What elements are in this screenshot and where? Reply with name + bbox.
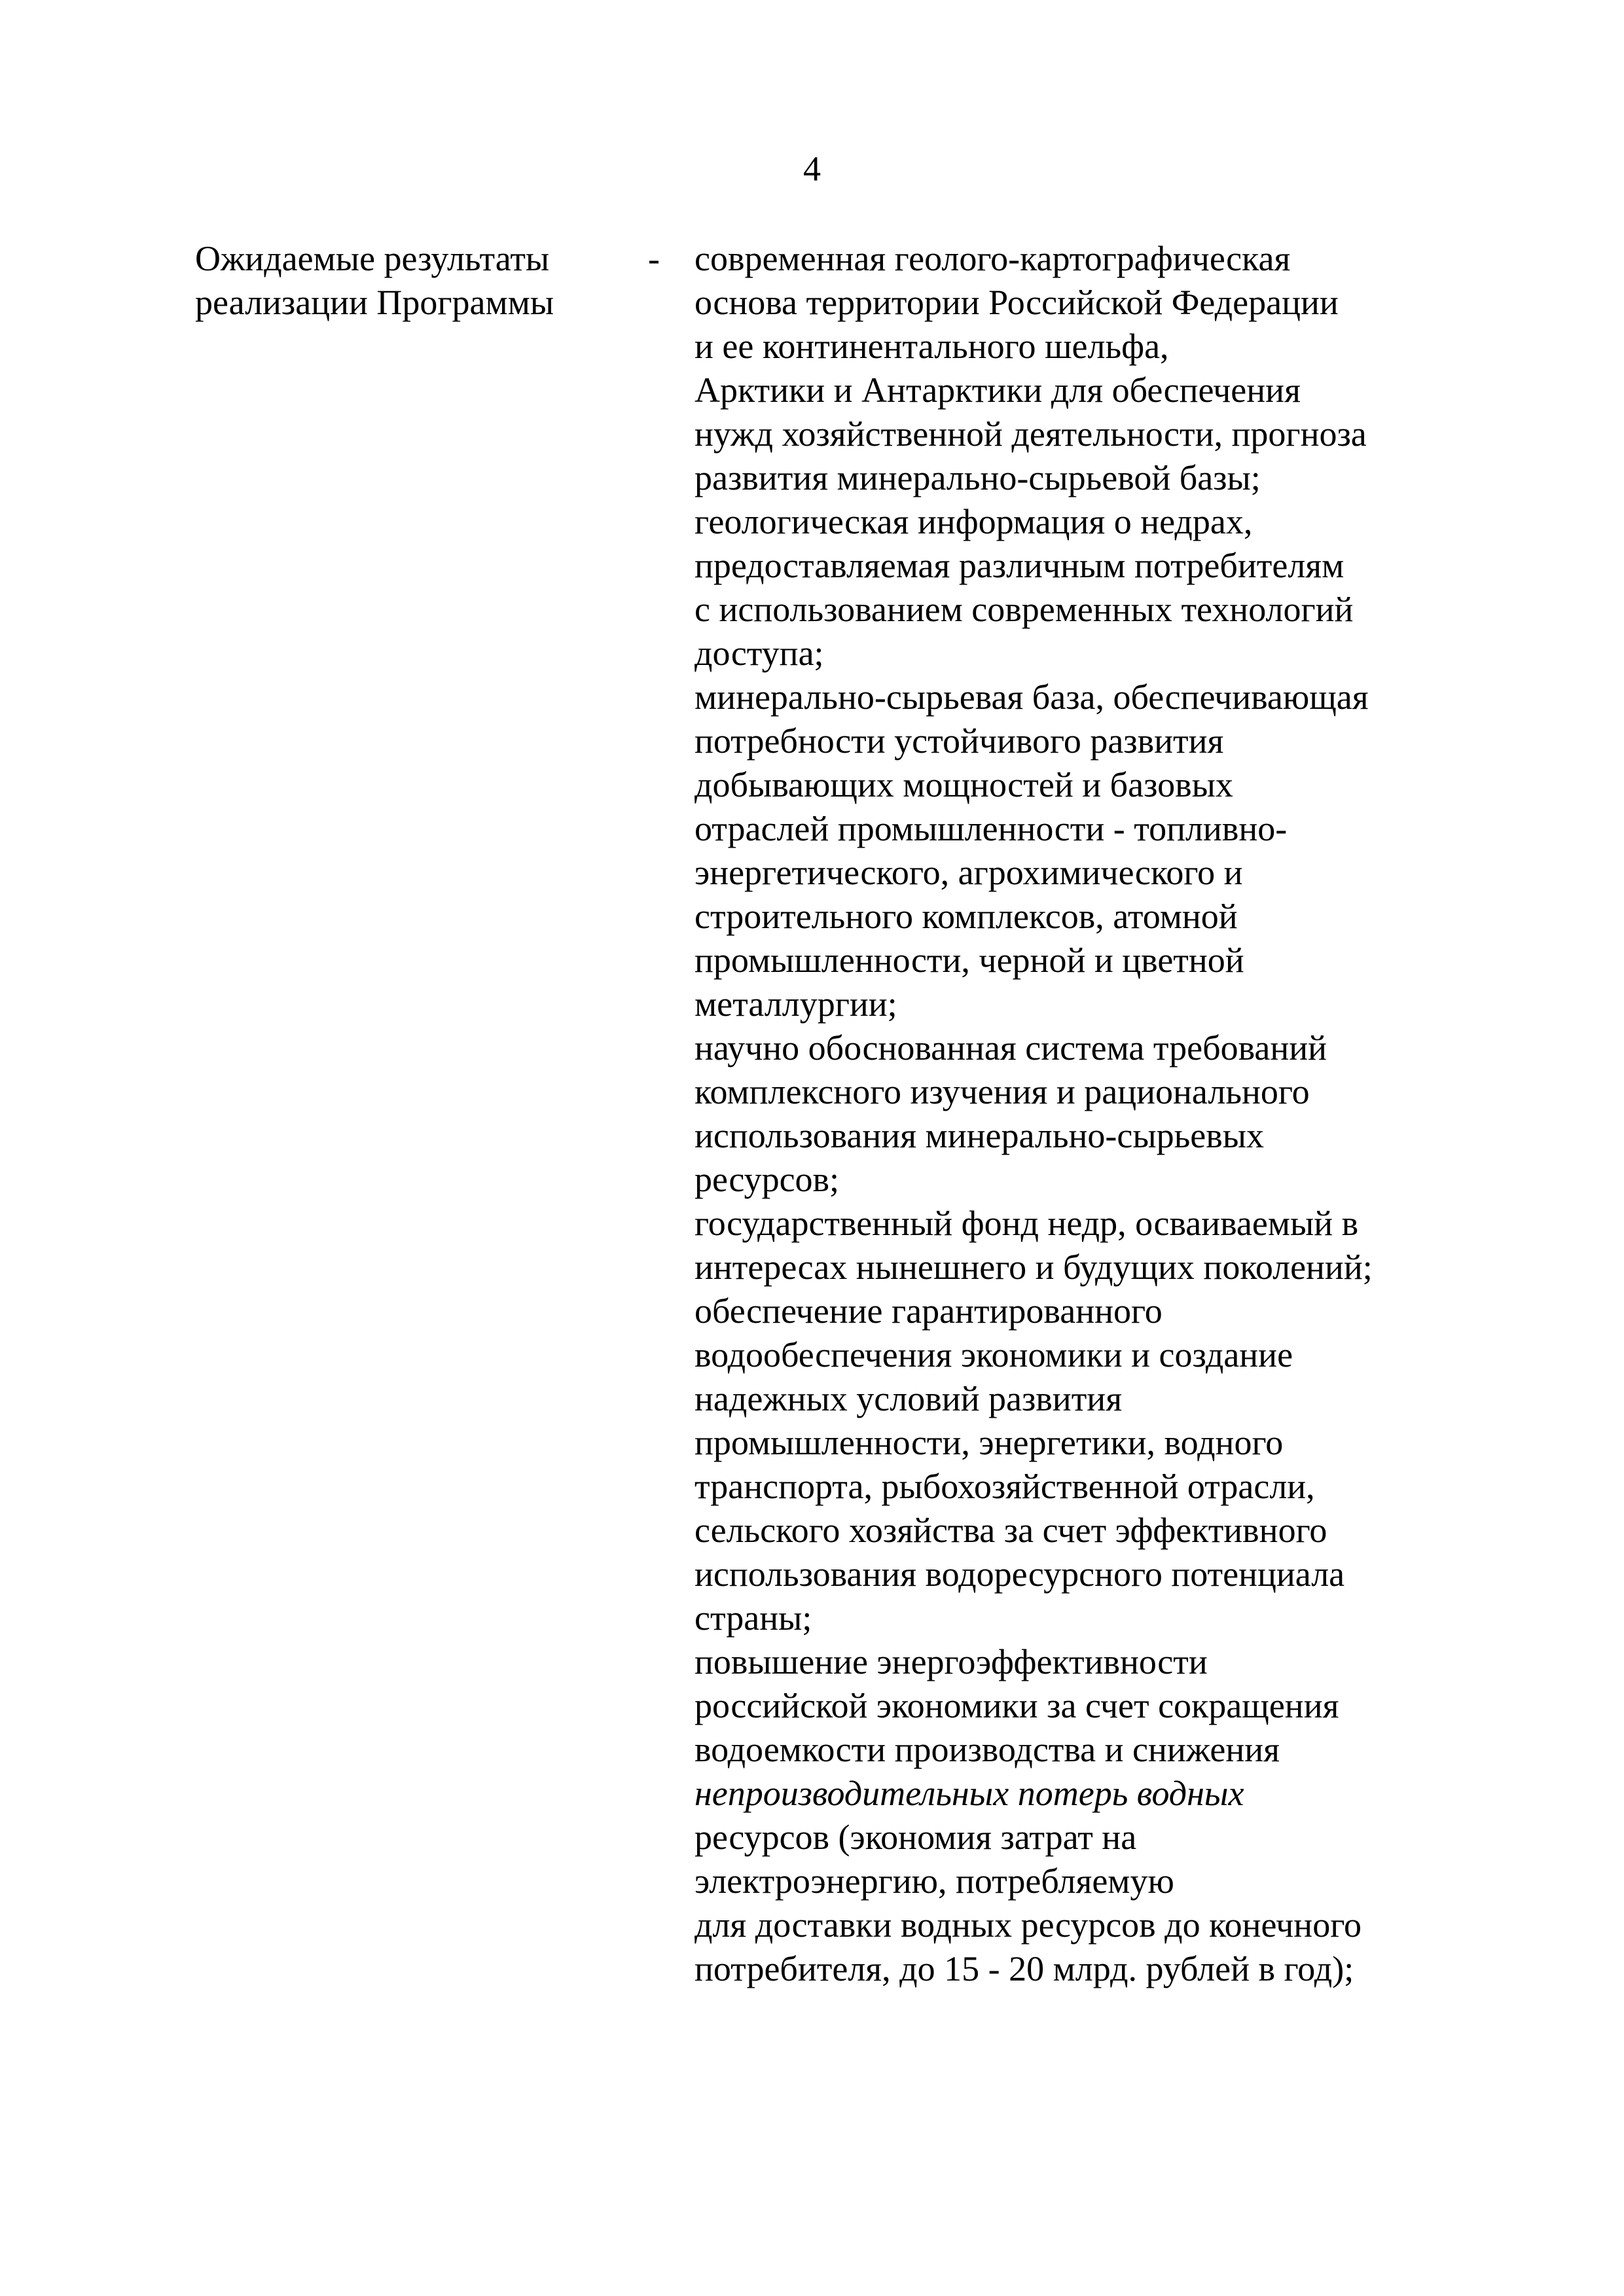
- value-line: современная геолого-картографическая: [695, 239, 1291, 278]
- value-line: предоставляемая различным потребителям: [695, 546, 1344, 585]
- value-line: электроэнергию, потребляемую: [695, 1861, 1174, 1901]
- row-label: [195, 237, 640, 325]
- value-line: научно обоснованная система требований: [695, 1028, 1327, 1067]
- value-line: геологическая информация о недрах,: [695, 502, 1253, 541]
- label-line: Ожидаемые результаты: [195, 239, 550, 278]
- value-line: водообеспечения экономики и создание: [695, 1335, 1293, 1374]
- value-line: промышленности, черной и цветной: [695, 941, 1244, 980]
- value-line: доступа;: [695, 634, 824, 673]
- value-line: сельского хозяйства за счет эффективного: [695, 1511, 1327, 1550]
- value-line: водоемкости производства и снижения: [695, 1730, 1280, 1769]
- value-line: ресурсов;: [695, 1160, 840, 1199]
- value-line: государственный фонд недр, осваиваемый в: [695, 1204, 1359, 1243]
- value-line: непроизводительных потерь водных: [695, 1774, 1244, 1813]
- value-line: надежных условий развития: [695, 1379, 1123, 1418]
- page-number: 4: [803, 149, 821, 188]
- label-line: реализации Программы: [195, 283, 554, 322]
- value-line: использования водоресурсного потенциала: [695, 1554, 1345, 1594]
- value-line: страны;: [695, 1598, 812, 1638]
- value-line: комплексного изучения и рационального: [695, 1072, 1310, 1111]
- value-line: энергетического, агрохимического и: [695, 853, 1243, 892]
- value-line: повышение энергоэффективности: [695, 1642, 1208, 1681]
- value-line: промышленности, энергетики, водного: [695, 1423, 1284, 1462]
- row-separator: -: [648, 239, 660, 278]
- value-line: добывающих мощностей и базовых: [695, 765, 1233, 804]
- value-line: Арктики и Антарктики для обеспечения: [695, 370, 1301, 410]
- value-line: с использованием современных технологий: [695, 590, 1354, 629]
- value-line: российской экономики за счет сокращения: [695, 1686, 1339, 1725]
- value-line: интересах нынешнего и будущих поколений;: [695, 1247, 1373, 1287]
- value-line: для доставки водных ресурсов до конечного: [695, 1905, 1362, 1945]
- value-line: обеспечение гарантированного: [695, 1291, 1163, 1331]
- value-line: потребности устойчивого развития: [695, 721, 1224, 761]
- value-line: развития минерально-сырьевой базы;: [695, 458, 1261, 497]
- value-line: и ее континентального шельфа,: [695, 327, 1169, 366]
- value-line: потребителя, до 15 - 20 млрд. рублей в год);: [695, 1949, 1354, 1988]
- value-line: минерально-сырьевая база, обеспечивающая: [695, 677, 1369, 717]
- row-value: [695, 237, 1467, 1991]
- value-line: отраслей промышленности - топливно-: [695, 809, 1288, 848]
- value-line: транспорта, рыбохозяйственной отрасли,: [695, 1467, 1315, 1506]
- value-line: металлургии;: [695, 984, 897, 1024]
- value-line: нужд хозяйственной деятельности, прогноза: [695, 414, 1367, 454]
- value-line: основа территории Российской Федерации: [695, 283, 1339, 322]
- value-line: ресурсов (экономия затрат на: [695, 1818, 1137, 1857]
- value-line: использования минерально-сырьевых: [695, 1116, 1264, 1155]
- value-line: строительного комплексов, атомной: [695, 897, 1238, 936]
